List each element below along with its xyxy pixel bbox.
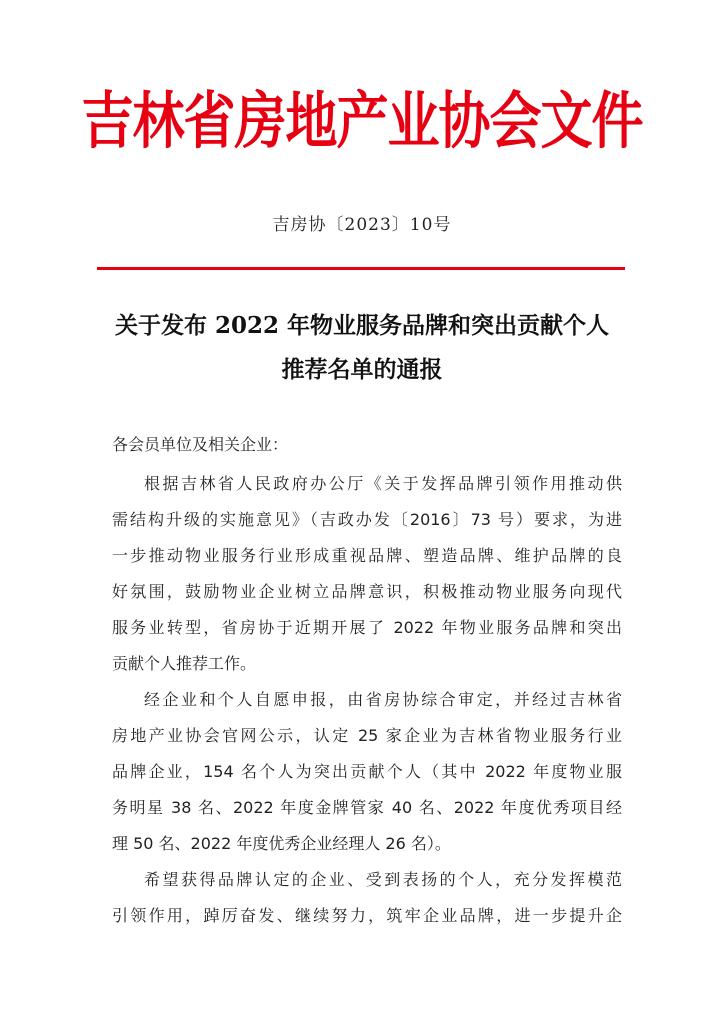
paragraph-line: 根据吉林省人民政府办公厅《关于发挥品牌引领作用推动供 <box>144 474 622 493</box>
salutation: 各会员单位及相关企业： <box>112 435 289 454</box>
body-paragraph <box>112 682 622 862</box>
paragraph-line: 品牌企业，154 名个人为突出贡献个人（其中 2022 年度物业服 <box>112 762 622 781</box>
paragraph-line: 好氛围，鼓励物业企业树立品牌意识，积极推动物业服务向现代 <box>112 582 622 601</box>
document-title <box>90 304 634 392</box>
body-paragraph <box>112 862 622 934</box>
document-title-line: 推荐名单的通报 <box>281 356 443 383</box>
paragraph-line: 贡献个人推荐工作。 <box>112 654 257 673</box>
paragraph-line: 理 50 名、2022 年度优秀企业经理人 26 名）。 <box>112 834 451 853</box>
org-header-title: 吉林省房地产业协会文件 <box>81 85 643 158</box>
paragraph-line: 经企业和个人自愿申报，由省房协综合审定，并经过吉林省 <box>144 690 622 709</box>
red-divider-line <box>97 267 625 270</box>
document-title-line: 关于发布 2022 年物业服务品牌和突出贡献个人 <box>114 312 610 339</box>
body-paragraph <box>112 466 622 682</box>
document-number: 吉房协〔2023〕10号 <box>272 215 452 235</box>
paragraph-line: 需结构升级的实施意见》（吉政办发〔2016〕73 号）要求，为进 <box>112 510 622 529</box>
paragraph-line: 引领作用，踔厉奋发、继续努力，筑牢企业品牌，进一步提升企 <box>112 906 622 925</box>
paragraph-line: 务明星 38 名、2022 年度金牌管家 40 名、2022 年度优秀项目经 <box>112 798 622 817</box>
paragraph-line: 房地产业协会官网公示，认定 25 家企业为吉林省物业服务行业 <box>112 726 622 745</box>
paragraph-line: 一步推动物业服务行业形成重视品牌、塑造品牌、维护品牌的良 <box>112 546 622 565</box>
paragraph-line: 希望获得品牌认定的企业、受到表扬的个人，充分发挥模范 <box>144 870 622 889</box>
paragraph-line: 服务业转型，省房协于近期开展了 2022 年物业服务品牌和突出 <box>112 618 622 637</box>
